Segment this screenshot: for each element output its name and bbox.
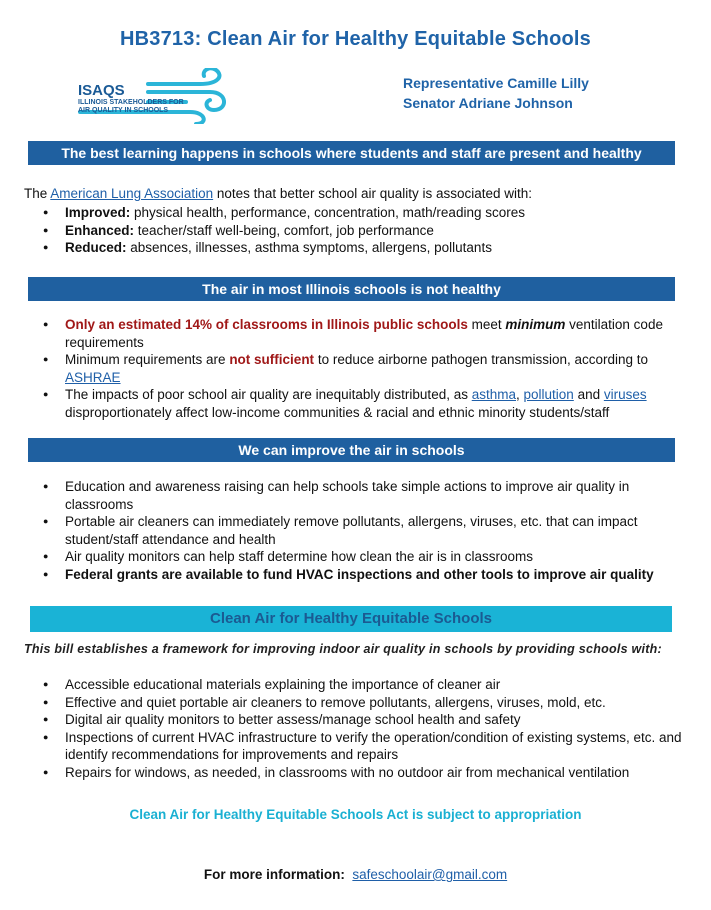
american-lung-association-link[interactable]: American Lung Association	[50, 186, 214, 201]
item-label: Reduced:	[65, 240, 127, 255]
list-item: ● Effective and quiet portable air cleaners to remove pollutants, allergens, viruses, mold, etc.	[30, 694, 690, 712]
item-label: Enhanced:	[65, 222, 135, 238]
viruses-link[interactable]: viruses	[603, 387, 647, 402]
banner-best-learning: The best learning happens in schools where students and staff are present and healthy	[28, 141, 675, 165]
contact-label: For more information:	[203, 867, 345, 882]
list-item	[30, 239, 690, 257]
improvements-list	[30, 478, 690, 583]
list-item: ● Portable air cleaners can immediately remove pollutants, allergens, viruses, etc. that can impact student/staff attendance and health	[30, 513, 690, 548]
item-text: Minimum requirements are	[65, 352, 230, 367]
list-item	[30, 351, 690, 386]
air-problems-list	[30, 316, 690, 421]
list-item: ● Inspections of current HVAC infrastructure to verify the operation/condition of existing systems, etc. and identify recommendations for improvements and repairs	[30, 729, 690, 764]
sponsor-rep: Representative Camille Lilly	[403, 75, 589, 91]
framework-text: This bill establishes a framework for improving indoor air quality in schools by providing schools with:	[24, 642, 662, 656]
pollution-link[interactable]: pollution	[523, 387, 574, 402]
list-item: ● Air quality monitors can help staff determine how clean the air is in classrooms	[30, 548, 690, 566]
highlight-text: Only an estimated 14% of classrooms in Illinois public schools	[65, 317, 468, 332]
intro-post: notes that better school air quality is associated with:	[213, 186, 533, 201]
benefits-list	[30, 204, 690, 257]
banner-clean-air-act: Clean Air for Healthy Equitable Schools	[30, 606, 672, 632]
isaqs-logo	[78, 68, 228, 124]
logo-line1: ILLINOIS STAKEHOLDERS FOR	[78, 99, 184, 106]
sponsor-senator: Senator Adriane Johnson	[403, 95, 573, 111]
list-item: ● Repairs for windows, as needed, in classrooms with no outdoor air from mechanical ventilation	[30, 764, 690, 782]
highlight-text: not sufficient	[229, 352, 315, 367]
item-label: Improved:	[65, 205, 131, 220]
item-text: ventilation code requirements	[65, 317, 663, 350]
list-item: ● Accessible educational materials explaining the importance of cleaner air	[30, 676, 690, 694]
item-text: teacher/staff well-being, comfort, job performance	[134, 222, 434, 238]
contact-email-link[interactable]: safeschoolair@gmail.com	[352, 867, 508, 882]
logo-abbr: ISAQS	[78, 82, 125, 99]
page-title: HB3713: Clean Air for Healthy Equitable Schools	[120, 28, 591, 50]
asthma-link[interactable]: asthma	[471, 387, 516, 402]
provisions-list	[30, 676, 690, 781]
intro-pre: The	[24, 186, 51, 201]
separator: ,	[516, 387, 524, 402]
list-item	[30, 204, 690, 222]
item-text: meet	[467, 317, 506, 332]
ashrae-link[interactable]: ASHRAE	[65, 369, 121, 385]
contact-info	[0, 867, 711, 882]
list-item: ● Education and awareness raising can help schools take simple actions to improve air quality in classrooms	[30, 478, 690, 513]
list-item-grants: ● Federal grants are available to fund HVAC inspections and other tools to improve air quality	[30, 566, 690, 584]
list-item	[30, 316, 690, 351]
list-item	[30, 222, 690, 240]
logo-subtitle	[78, 99, 184, 115]
separator: and	[573, 387, 604, 402]
banner-air-not-healthy: The air in most Illinois schools is not healthy	[28, 277, 675, 301]
intro-text	[24, 186, 532, 201]
item-text: absences, illnesses, asthma symptoms, allergens, pollutants	[126, 240, 492, 255]
list-item	[30, 386, 690, 421]
sponsors	[403, 73, 589, 113]
list-item: ● Digital air quality monitors to better assess/manage school health and safety	[30, 711, 690, 729]
item-text: disproportionately affect low-income communities & racial and ethnic minority students/staff	[65, 404, 610, 420]
logo-line2: AIR QUALITY IN SCHOOLS	[78, 107, 169, 114]
item-text: to reduce airborne pathogen transmission, according to	[314, 352, 649, 367]
item-text: physical health, performance, concentration, math/reading scores	[130, 205, 525, 220]
item-text: The impacts of poor school air quality are inequitably distributed, as	[65, 387, 472, 402]
banner-improve-air: We can improve the air in schools	[28, 438, 675, 462]
emphasis-text: minimum	[505, 317, 566, 332]
appropriation-note: Clean Air for Healthy Equitable Schools Act is subject to appropriation	[129, 807, 582, 822]
